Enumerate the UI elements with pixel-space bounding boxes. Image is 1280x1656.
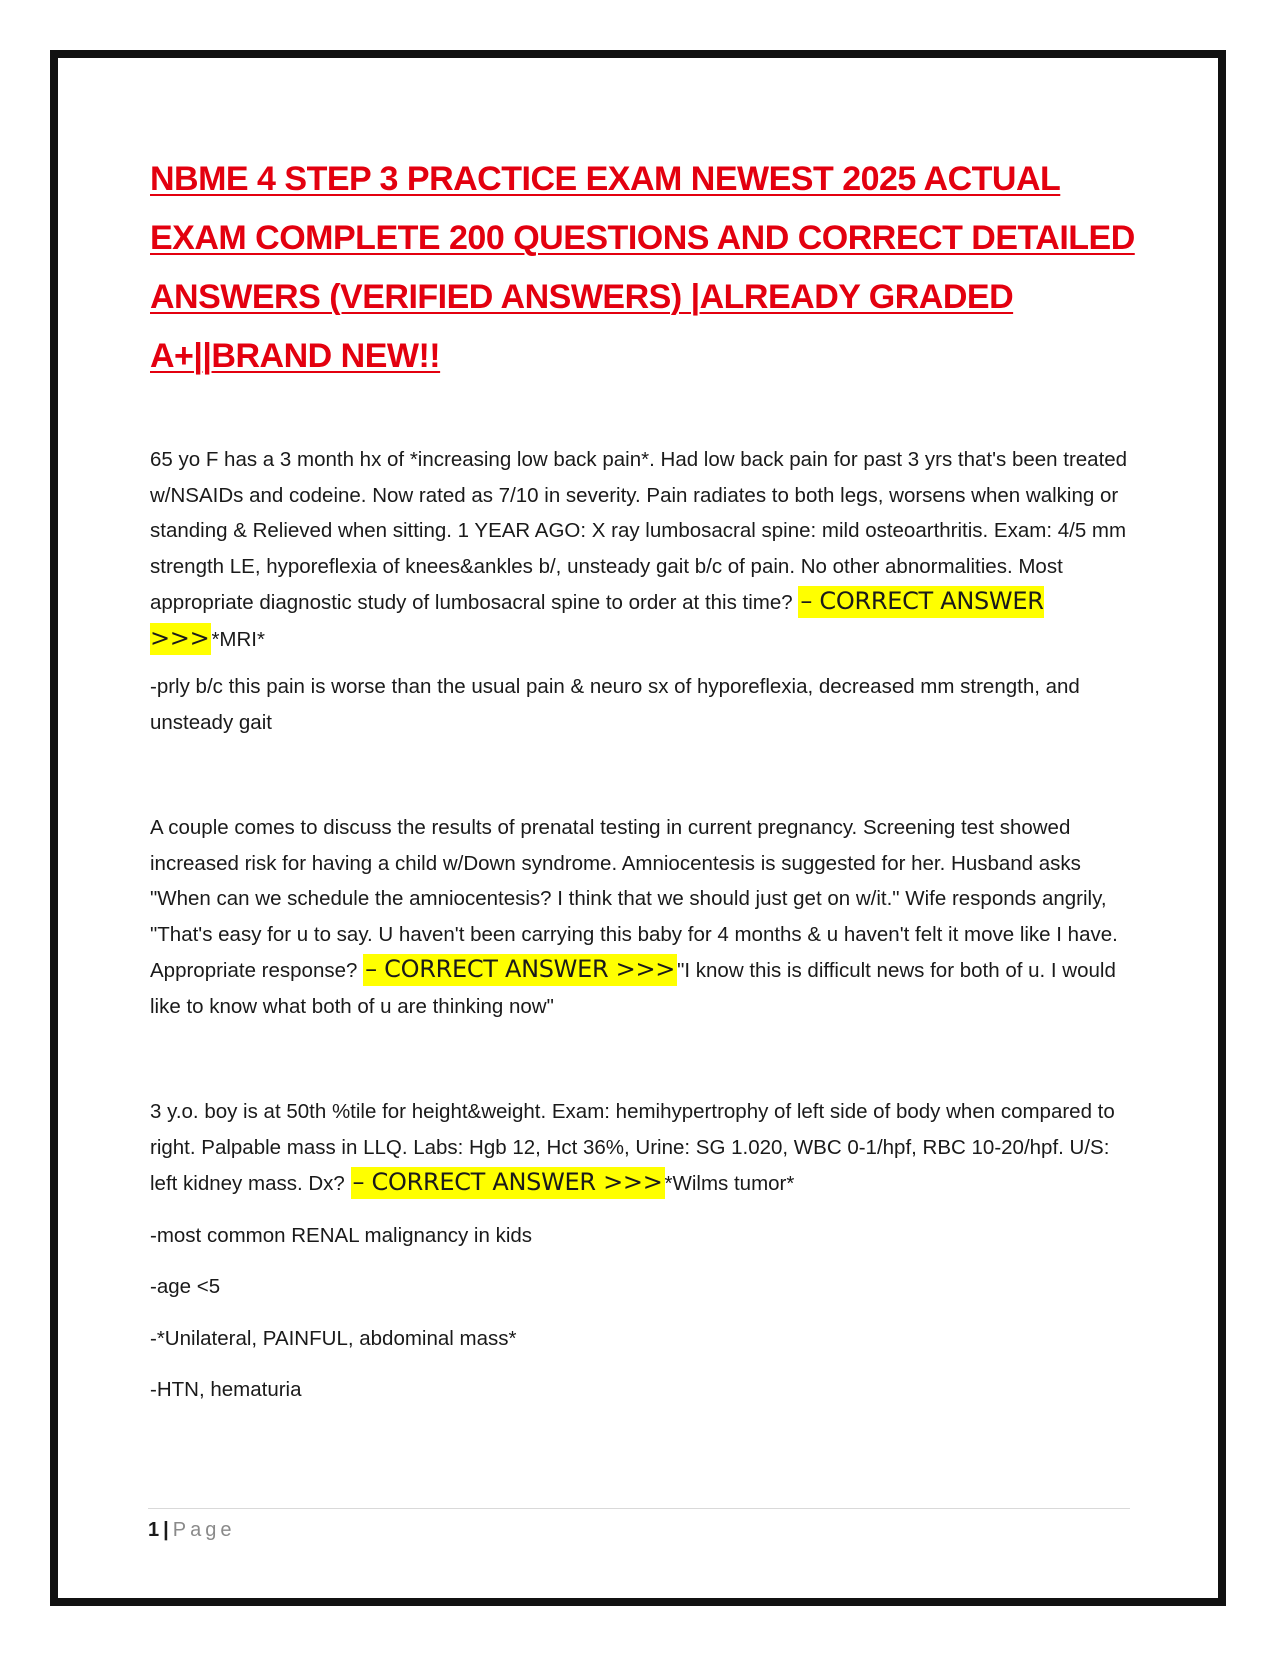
footer-separator: | bbox=[163, 1519, 169, 1541]
question-3-note: -most common RENAL malignancy in kids bbox=[150, 1223, 533, 1247]
correct-answer-marker: – CORRECT ANSWER >>> bbox=[351, 1167, 665, 1199]
correct-answer-marker: – CORRECT ANSWER >>> bbox=[363, 954, 677, 986]
question-3-stem: 3 y.o. boy is at 50th %tile for height&weight. Exam: hemihypertrophy of left side of body when compared to right. Palpable mass in LLQ. Labs: Hgb 12, Hct 36%, Urine: SG 1.020, WBC 0-1/hpf, RBC 10-20/hpf. U/S: left kidney mass. Dx? bbox=[150, 1100, 1115, 1195]
question-2 bbox=[150, 810, 1140, 1024]
correct-answer-marker: – CORRECT ANSWER >>> bbox=[150, 586, 1044, 655]
document-title: NBME 4 STEP 3 PRACTICE EXAM NEWEST 2025 ACTUAL EXAM COMPLETE 200 QUESTIONS AND CORRECT DETAILED ANSWERS (VERIFIED ANSWERS) |ALREADY GRADED A+||BRAND NEW!! bbox=[150, 160, 1135, 375]
question-2-answer: "I know this is difficult news for both of u. I would like to know what both of u are thinking now" bbox=[150, 959, 1116, 1018]
question-3 bbox=[150, 1094, 1140, 1202]
question-3-note: -HTN, hematuria bbox=[150, 1378, 302, 1401]
question-2-stem: A couple comes to discuss the results of prenatal testing in current pregnancy. Screening test showed increased risk for having a child w/Down syndrome. Amniocentesis is suggested for her. Husband asks "When can we schedule the amniocentesis? I think that we should just get on w/it." Wife responds angrily, "That's easy for u to say. U haven't been carrying this baby for 4 months & u haven't felt it move like I have. Appropriate response? bbox=[150, 816, 1118, 982]
question-3-notes bbox=[150, 1218, 1140, 1408]
question-1-note: -prly b/c this pain is worse than the usual pain & neuro sx of hyporeflexia, decreased mm strength, and unsteady gait bbox=[150, 675, 1080, 734]
question-1-answer: *MRI* bbox=[211, 627, 265, 651]
page-footer bbox=[148, 1508, 1130, 1545]
page-label: Page bbox=[172, 1519, 236, 1541]
question-1 bbox=[150, 442, 1140, 657]
document-body bbox=[150, 150, 1140, 1408]
question-3-note: -*Unilateral, PAINFUL, abdominal mass* bbox=[150, 1326, 517, 1350]
question-3-answer: *Wilms tumor* bbox=[664, 1172, 795, 1195]
question-3-note: -age <5 bbox=[150, 1275, 221, 1298]
question-1-stem: 65 yo F has a 3 month hx of *increasing low back pain*. Had low back pain for past 3 yrs that's been treated w/NSAIDs and codeine. Now rated as 7/10 in severity. Pain radiates to both legs, worsens when walking or standing & Relieved when sitting. 1 YEAR AGO: X ray lumbosacral spine: mild osteoarthritis. Exam: 4/5 mm strength LE, hyporeflexia of knees&ankles b/, unsteady gait b/c of pain. No other abnormalities. Most appropriate diagnostic study of lumbosacral spine to order at this time? bbox=[150, 448, 1128, 614]
page-number: 1 bbox=[148, 1519, 160, 1541]
